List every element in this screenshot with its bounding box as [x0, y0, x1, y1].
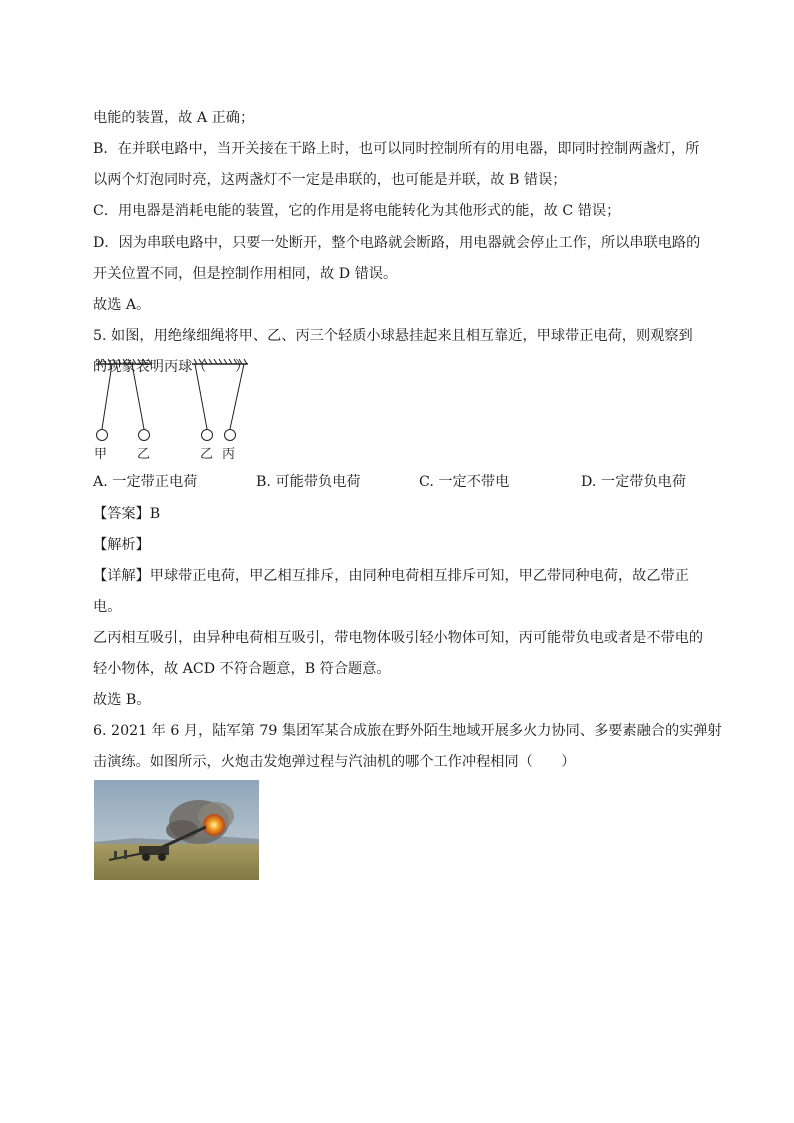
- option-d: D. 一定带负电荷: [581, 474, 687, 490]
- artillery-photo: [94, 780, 259, 880]
- ball-label-yi: 乙: [137, 447, 151, 462]
- text-line: C．用电器是消耗电能的装置，它的作用是将电能转化为其他形式的能，故 C 错误；: [93, 203, 621, 219]
- ball-label-bing: 丙: [222, 447, 236, 462]
- question-6-text: 6. 2021 年 6 月，陆军第 79 集团军某合成旅在野外陌生地域开展多火力协同、多要素融合的实弹射: [93, 723, 722, 739]
- text-line: B．在并联电路中，当开关接在干路上时，也可以同时控制所有的用电器，即同时控制两盏灯，所: [93, 141, 700, 157]
- text-line: D．因为串联电路中，只要一处断开，整个电路就会断路，用电器就会停止工作，所以串联电路的: [93, 235, 701, 251]
- ball-label-yi: 乙: [200, 447, 214, 462]
- detail-line: 电。: [93, 599, 122, 615]
- pendulum-balls-figure: [92, 356, 252, 466]
- question-5-text: 5. 如图，用绝缘细绳将甲、乙、丙三个轻质小球悬挂起来且相互靠近，甲球带正电荷，则观察到: [93, 328, 693, 344]
- ball-label-jia: 甲: [94, 447, 108, 462]
- text-line: 故选 A。: [93, 297, 151, 313]
- option-a: A. 一定带正电荷: [93, 474, 198, 490]
- text-line: 以两个灯泡同时亮，这两盏灯不一定是串联的，也可能是并联，故 B 错误；: [93, 172, 567, 188]
- analysis-title: 【解析】: [93, 537, 150, 553]
- detail-line: 【详解】甲球带正电荷，甲乙相互排斥，由同种电荷相互排斥可知，甲乙带同种电荷，故乙带正: [93, 568, 689, 584]
- question-6-text: 击演练。如图所示，火炮击发炮弹过程与汽油机的哪个工作冲程相同（ ）: [93, 754, 576, 770]
- detail-line: 乙丙相互吸引，由异种电荷相互吸引，带电物体吸引轻小物体可知，丙可能带负电或者是不带电的: [93, 630, 704, 646]
- text-line: 开关位置不同，但是控制作用相同，故 D 错误。: [93, 266, 398, 282]
- option-c: C. 一定不带电: [419, 474, 510, 490]
- text-line: 电能的装置，故 A 正确；: [93, 110, 255, 126]
- option-b: B. 可能带负电荷: [256, 474, 361, 490]
- question-5-text: 的现象表明丙球（ ）: [93, 359, 250, 375]
- detail-line: 故选 B。: [93, 692, 151, 708]
- answer: 【答案】B: [93, 506, 161, 522]
- detail-line: 轻小物体，故 ACD 不符合题意，B 符合题意。: [93, 661, 391, 677]
